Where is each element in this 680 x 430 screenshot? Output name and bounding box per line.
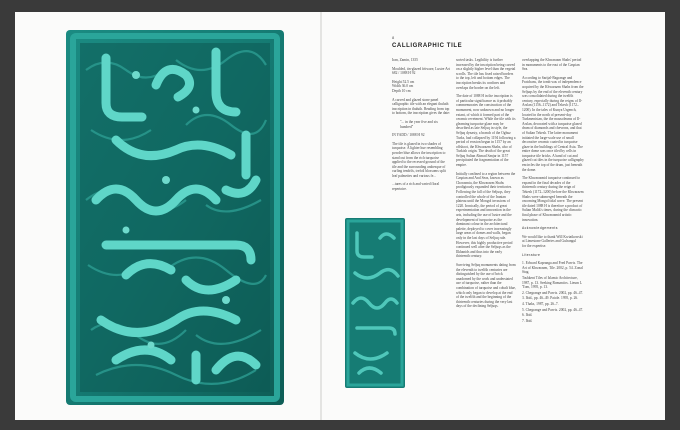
- caption-width: Width 36.0 cm: [392, 84, 414, 89]
- paragraph: The date of 1088 H in the inscription is of particular significance as it probably commemorates the construction of the monument, now unknown and no longer extant, of which it formed part of the ceramic revetment. While the tile with its gleaming turquoise glaze may be described as late Seljuq in style, the Seljuq dynasty, a branch of the Oghuz Turks, had collapsed by 1194 following a period of erosion begun in 1157 by an offshoot, the Khwarazm Shahs, also of Turkish origin. The death of the great Seljuq Sultan Ahmad Sanjar in 1157 precipitated the fragmentation of the empire.: [456, 94, 516, 168]
- paragraph: sorted tasks. Legibility is further increased by the inscription being carved on a slightly higher level than the vegetal scrolls. The tile has fixed raised borders to the top, left and bottom edges. The inscription breaks its confines and overlaps the border on the left.: [456, 58, 516, 90]
- references-heading: Literature: [522, 252, 541, 257]
- caption-material: Moulded, tin-glazed fritware, Lustre Art 682 / 1088 H 92: [392, 66, 450, 76]
- reference-item: 1. Edward Kapranga and Fred Parvis. The Art of Khwarazm, Tile. 2002, p. 54. Zonal Stag.: [522, 261, 583, 275]
- paragraph: ...tures of a rich and varied floral repertoire.: [392, 182, 440, 192]
- reference-item: 5. Chegrange and Parvis. 2002, pp. 46–47.: [522, 307, 584, 312]
- acknowledgements-line: We would like to thank Will Kwiatkowski: [522, 234, 583, 239]
- paragraph: The tile is glazed in two shades of turquoise. A lighter hue resembling powder blue allows the inscription to stand out from the rich turquoise applied to the recessed ground of the tile and the surrounding arabesque of curling tendrils, trefoil blossoms split leaf palmettes and various fe...: [392, 141, 446, 178]
- reference-item: 4. Thaks, 1987, pp. 26–7.: [522, 301, 559, 306]
- acknowledgements-heading: Acknowledgements: [522, 226, 558, 231]
- calligraphic-tile-photo: [66, 30, 284, 405]
- references-list: [522, 261, 584, 323]
- paragraph: Initially confined to a region between the Caspian and Aral Seas, known as Chorasmia, the Khwarazm Shahs prodigiously expanded their territories. Following the fall of the Seljuqs, they controlled the whole of the Iranian plateau until the Mongol invasions of 1220. Ironically, the period of great experimentation and innovation in the arts, including the use of lustre and the development of turquoise as the dominant colour in the architectural palette, deployed to cover increasingly large areas of domes and walls, began only in the last days of Seljuq rule. However, this highly productive period continued well after the Seljuqs as the Ilkhanids and thus into the early thirteenth century.: [456, 171, 516, 259]
- paragraph: The Khwarazmid turquoise continued to expand in the final decades of the thirteenth century during the reign of Tekesh (1172–1200) before the Khwarazm Shahs were submerged beneath the oncoming Mongol tidal wave. The present tile dated 1088 H is therefore a product of Sultan Malik's times, during the climactic final phase of Khwarazmid artistic innovation.: [522, 176, 584, 222]
- acknowledgements-text: [522, 235, 584, 249]
- page-number: 8: [392, 35, 395, 40]
- reference-item: 2. Chegrange and Parvis. 2002, pp. 46–47.: [522, 290, 584, 295]
- caption-height: Height 52.5 cm: [392, 79, 415, 84]
- paragraph: According to Sarijal-Bagrange and Fratchans, the tomb was of independence acquired by the Khwarazm Shahs from the Seljuqs by the end of the eleventh century was consolidated during the twelfth century, especially during the reigns of Il-Arslan (1156–1172) and Tekesh (1172–1200). In the tales of Kunya Urgench, located in the north of present-day Turkmenistan, the the mausoleums of Il-Arslan, decorated with a turquoise glazed drum of diamonds and chevrons, and that of Sultan Tekesh. The latter monument initiated the large-scale use of small decorative ceramic coated in turquoise glaze in the buildings of Central Asia. The entire dome was once tiled by cells in turquoise tile bricks. A band of cut and glazed cut tiles in the turquoise calligraphy encircles the top of the drum, just beneath the dome.: [522, 75, 584, 172]
- acknowledgements-line: at Limestone Galleries and Gulrangul: [522, 239, 577, 244]
- reference-item: 7. Ibid.: [522, 318, 533, 323]
- paragraph: overlapping the Khwarazm Shahs' period in monuments to the east of the Caspian Sea.: [522, 58, 582, 72]
- caption-depth: Depth 10 cm: [392, 88, 411, 93]
- quote: "... in the year five and six hundred": [400, 119, 438, 129]
- paragraph: IN YADD / 1088 H 92: [392, 133, 425, 138]
- calligraphic-tile-thumbnail: [345, 218, 405, 388]
- acknowledgements-line: for the expertise.: [522, 243, 547, 248]
- page-title: CALLIGRAPHIC TILE: [392, 43, 463, 49]
- text-column-2: [456, 58, 516, 313]
- paragraph: Surviving Seljuq monuments dating from the eleventh to twelfth centuries are distinguished by the use of brick unadorned by the work and understated use of turquoise, rather than the combination of turquoise and cobalt blue, which only began to develop at the end of the twelfth and the beginning of the thirteenth centuries during the very last days of the declining Seljuqs.: [456, 262, 516, 309]
- reference-item: 3. Ibid., pp. 46–49. Paiole. 1995, p. 26.: [522, 296, 579, 301]
- caption-details: [392, 80, 450, 94]
- reference-item: Tashkent Tiles of Islamic Architecture, 1987, p. 13. Seeking Romantics. Lieum L 'Tom, 1995, p. 13.: [522, 275, 582, 290]
- book-gutter: [320, 12, 322, 420]
- caption-object: Iran, Zamin, 1355: [392, 58, 418, 62]
- text-column-1: [392, 58, 450, 196]
- text-column-3: [522, 58, 584, 324]
- reference-item: 6. Ibid.: [522, 313, 533, 318]
- paragraph: A carved and glazed stone panel calligraphic tile with an elegant thuluth inscription in thuluth. Reading from top to bottom, the inscription gives the date:: [392, 97, 450, 116]
